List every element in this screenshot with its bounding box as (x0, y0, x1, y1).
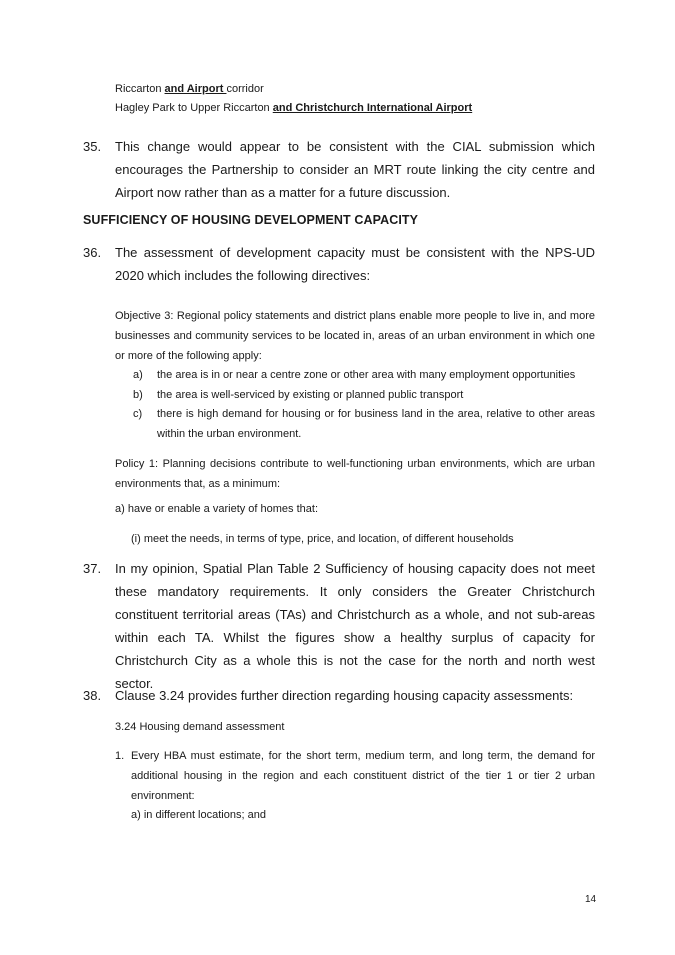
page-number: 14 (585, 894, 597, 905)
policy-1-item-i: (i) meet the needs, in terms of type, price, and location, of different households (131, 533, 514, 545)
clause-3-24-title: 3.24 Housing demand assessment (115, 721, 285, 733)
paragraph-37-number: 37. (83, 561, 102, 576)
list-marker: a) (133, 369, 143, 381)
corridor-line-2 (115, 98, 472, 118)
corridor-line-1 (115, 79, 264, 99)
corridor-line-2-insertion: and Christchurch International Airport (272, 102, 473, 114)
list-marker: 1. (115, 750, 125, 762)
corridor-line-1-end: corridor (226, 83, 264, 95)
corridor-line-2-text: Hagley Park to Upper Riccarton (115, 102, 273, 114)
corridor-line-1-text: Riccarton (115, 83, 165, 95)
policy-1-text: Policy 1: Planning decisions contribute to well-functioning urban environments, which are urban environments that, as a minimum: (115, 458, 595, 490)
paragraph-36-text: The assessment of development capacity must be consistent with the NPS-UD 2020 which includes the following directives: (115, 245, 595, 283)
paragraph-38-number: 38. (83, 688, 102, 703)
objective-3-text: Objective 3: Regional policy statements and district plans enable more people to live in, and more businesses and community services to be located in, areas of an urban environment in which one or more of the following apply: (115, 310, 595, 362)
policy-1-item-a: a) have or enable a variety of homes that: (115, 503, 319, 515)
paragraph-36-number: 36. (83, 245, 102, 260)
paragraph-35-number: 35. (83, 139, 102, 154)
clause-3-24-item-1 (115, 746, 595, 806)
paragraph-38-text: Clause 3.24 provides further direction regarding housing capacity assessments: (115, 688, 574, 703)
clause-3-24-sub-a: a) in different locations; and (131, 809, 266, 821)
objective-3-item-c (133, 404, 595, 444)
section-heading: SUFFICIENCY OF HOUSING DEVELOPMENT CAPACITY (83, 213, 419, 227)
list-marker: b) (133, 389, 143, 401)
objective-3-item-a (133, 365, 595, 385)
list-item-text: the area is in or near a centre zone or other area with many employment opportunities (157, 369, 576, 381)
list-item-text: there is high demand for housing or for business land in the area, relative to other areas within the urban environment. (157, 408, 595, 440)
list-item-text: Every HBA must estimate, for the short term, medium term, and long term, the demand for additional housing in the region and each constituent district of the tier 1 or tier 2 urban environment: (131, 750, 595, 802)
list-marker: c) (133, 408, 143, 420)
paragraph-37-text: In my opinion, Spatial Plan Table 2 Sufficiency of housing capacity does not meet these mandatory requirements. It only considers the Greater Christchurch constituent territorial areas (TAs) and Christchurch as a whole, and not sub-areas within each TA. Whilst the figures show a healthy surplus of capacity for Christchurch City as a whole this is not the case for the north and north west sector. (115, 561, 595, 691)
list-item-text: the area is well-serviced by existing or planned public transport (157, 389, 464, 401)
corridor-line-1-insertion: and Airport (164, 83, 227, 95)
objective-3-item-b (133, 385, 595, 405)
paragraph-35-text: This change would appear to be consistent with the CIAL submission which encourages the Partnership to consider an MRT route linking the city centre and Airport now rather than as a matter for a future discussion. (115, 139, 595, 200)
